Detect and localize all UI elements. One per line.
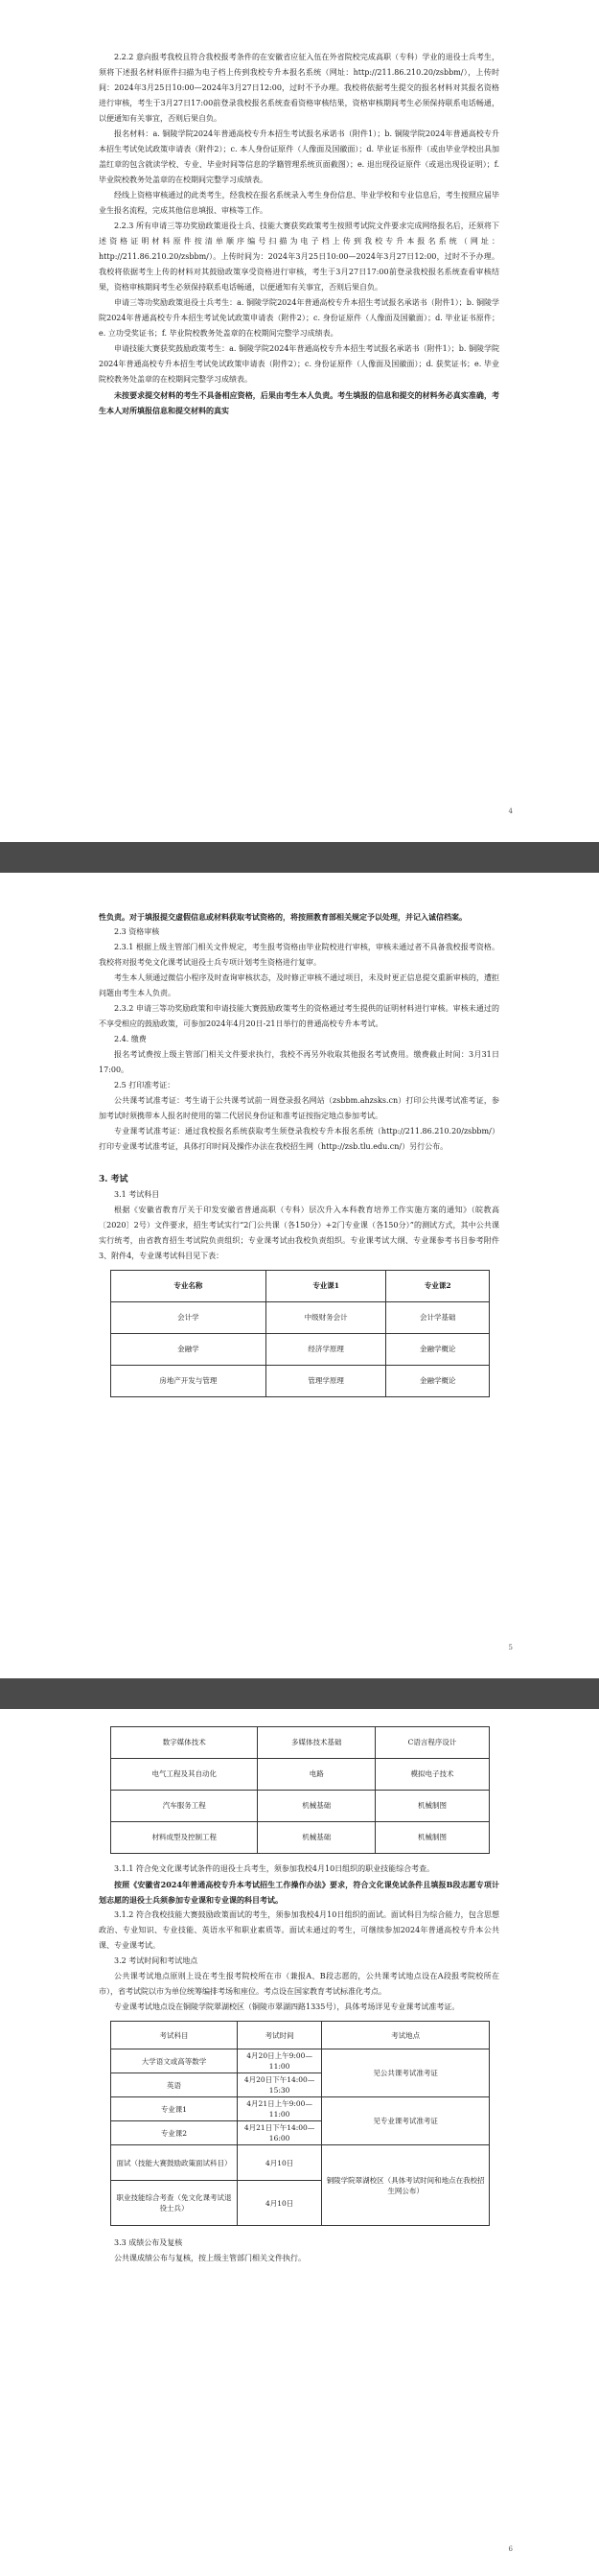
heading-2-3: 2.3 资格审核 [114,927,160,936]
para-public-location: 公共课考试地点原则上设在考生报考院校所在市（兼报A、B段志愿的，公共课考试地点设在A段报考院校所在市），省考试院以市为单位统筹编排考场和座位。考点设在国家教育考试标准化考点。 [99,1972,499,1996]
para-3-1: 根据《安徽省教育厅关于印发安徽省普通高职（专科）层次升入本科教育培养工作实施方案的通知》（皖教高〔2020〕2号）文件要求，招生考试实行“2门公共课（各150分）+2门专业课（各150分）”的测试方式，其中公共课实行统考，由省教育招生考试院负责组织；专业课考试由我校负责组织。专业课考试大纲、专业课参考书目参考附件3、附件4，专业课考试科目见下表： [99,1206,499,1260]
heading-2-4: 2.4. 缴费 [114,1035,147,1043]
page-4 [0,0,599,842]
para-check: 考生本人须通过微信小程序及时查询审核状态，及时修正审核不通过项目，未及时更正信息提交重新审核的，遭拒问题由考生本人负责。 [99,973,499,997]
page-4-body [99,50,499,418]
page-number: 4 [508,808,513,815]
para-skills: 申请技能大赛获奖鼓励政策考生：a. 铜陵学院2024年普通高校专升本招生考试报名承诺书（附件1）；b. 铜陵学院2024年普通高校专升本招生考试免试政策申请表（附件2）；c. 身份证原件（人像面及国徽面）；d. 获奖证书；e. 毕业院校教务处盖章的在校期间完整学习成绩表。 [99,344,499,384]
table-cell: 4月21日下午14:00—16:00 [237,2121,321,2145]
table-cell: 金融学概论 [386,1366,490,1397]
col-header: 专业课1 [265,1271,386,1302]
para-2-3-2: 2.3.2 申请三等功奖励政策和申请技能大赛鼓励政策考生的资格通过考生提供的证明材料进行审核。审核未通过的不享受相应的鼓励政策，可参加2024年4月20日-21日举行的普通高校专升本考试。 [99,1004,499,1028]
table-header-row [111,2022,490,2049]
section-3-title: 3. 考试 [99,1175,128,1184]
table-cell: 4月10日 [237,2181,321,2226]
page-5-body [99,909,499,1403]
table-cell: 专业课1 [111,2097,238,2121]
heading-3-3: 3.3 成绩公布及复核 [114,2238,183,2247]
table-cell: 会计学 [111,1302,266,1334]
table-cell: 汽车服务工程 [111,1791,258,1822]
table-cell: 中级财务会计 [265,1302,386,1334]
para-2-3-1: 2.3.1 根据上级主管部门相关文件规定，考生报考资格由毕业院校进行审核，审核未通过者不具备我校报考资格。我校将对报考免文化课考试退役士兵专项计划考生资格进行复审。 [99,943,499,967]
table-cell: 机械制图 [376,1791,490,1822]
table-row [111,1366,490,1397]
exam-schedule-table [110,2021,490,2226]
page-number: 6 [508,2545,513,2553]
page-6-body [99,1726,499,2266]
table-row [111,2049,490,2073]
table-cell: 经济学原理 [265,1334,386,1366]
table-cell: 见公共课考试准考证 [322,2049,490,2097]
table-cell: 职业技能综合考查（免文化课考试退役士兵） [111,2181,238,2226]
para-2-2-2: 2.2.2 意向报考我校且符合我校报考条件的在安徽省应征入伍在外省院校完成高职（专科）学业的退役士兵考生，须将下述报名材料原件扫描为电子档上传到我校专升本报名系统（网址：http://211.86.210.20/zsbbm/），上传时间：2024年3月25日10:00—2024年3月27日12:00，过时不予办理。我校将依据考生提交的报名材料对其报名资格进行审核，考生于3月27日17:00前登录我校报名系统查看资格审核结果，资格审核期间考生必须保持联系电话畅通，以便通知有关事宜，否则后果自负。 [99,53,499,123]
col-header: 专业课2 [386,1271,490,1302]
col-header: 专业名称 [111,1271,266,1302]
para-major-ticket: 专业课考试准考证：通过我校报名系统获取考生须登录我校专升本报名系统（http://211.86.210.20/zsbbm/）打印专业课考试准考证，具体打印时间及操作办法在我校招生网（http://zsb.tlu.edu.cn/）另行公布。 [99,1127,499,1151]
table-cell: 4月20日上午9:00—11:00 [237,2049,321,2073]
col-header: 考试科目 [111,2022,238,2049]
table-cell: 英语 [111,2073,238,2097]
page-6 [0,1709,599,2576]
table-row [111,1727,490,1759]
para-3-1-2: 3.1.2 符合我校技能大赛鼓励政策面试的考生，须参加我校4月10日组织的面试。面试科目为综合能力，包含思想政治、专业知识、专业技能、英语水平和职业素质等。面试未通过的考生，可继续参加2024年普通高校专升本公共课、专业课考试。 [99,1910,499,1950]
table-cell: 材料成型及控制工程 [111,1822,258,1854]
table-cell: 电气工程及其自动化 [111,1759,258,1791]
table-row [111,1822,490,1854]
para-public-ticket: 公共课考试准考证：考生请于公共课考试前一周登录报名网站（zsbbm.ahzsks.cn）打印公共课考试准考证，参加考试时须携带本人报名时使用的第二代居民身份证和准考证按指定地点参加考试。 [99,1096,499,1120]
para-warning: 未按要求提交材料的考生不具备相应资格，后果由考生本人负责。考生填报的信息和提交的材料务必真实准确，考生本人对所填报信息和提交材料的真实 [99,390,499,415]
table-cell: 专业课2 [111,2121,238,2145]
table-cell: 大学语文或高等数学 [111,2049,238,2073]
col-header: 考试时间 [237,2022,321,2049]
page-gap [0,1678,599,1709]
para-notice: 按照《安徽省2024年普通高校专升本考试招生工作操作办法》要求，符合文化课免试条件且填报B段志愿专项计划志愿的退役士兵须参加专业课和专业课的科目考试。 [99,1880,499,1905]
table-cell: 铜陵学院翠湖校区（具体考试时间和地点在我校招生网公布） [322,2145,490,2226]
col-header: 考试地点 [322,2022,490,2049]
para-materials: 报名材料：a. 铜陵学院2024年普通高校专升本招生考试报名承诺书（附件1）；b. 铜陵学院2024年普通高校专升本招生考试免试政策申请表（附件2）；c. 本人身份证原件（人像面及国徽面）；d. 毕业证书原件（或由毕业学校出具加盖红章的包含就读学校、专业、毕业时间等信息的学籍管理系统页面截图）；e. 退出现役证原件（或退出现役证明）；f. 毕业院校教务处盖章的在校期间完整学习成绩表。 [99,129,499,184]
table-cell: 机械制图 [376,1822,490,1854]
table-cell: 房地产开发与管理 [111,1366,266,1397]
table-cell: 见专业课考试准考证 [322,2097,490,2145]
table-cell: 会计学基础 [386,1302,490,1334]
table-cell: 管理学原理 [265,1366,386,1397]
table-cell: 4月10日 [237,2145,321,2181]
para-3-1-1: 3.1.1 符合免文化课考试条件的退役士兵考生，须参加我校4月10日组织的职业技能综合考查。 [114,1864,435,1873]
table-row [111,2145,490,2181]
subjects-table [110,1270,490,1397]
table-cell: 电路 [258,1759,376,1791]
table-cell: 机械基础 [258,1791,376,1822]
subjects-table-continued [110,1726,490,1854]
table-cell: 4月21日上午9:00—11:00 [237,2097,321,2121]
para-fee: 报名考试费按上级主管部门相关文件要求执行，我校不再另外收取其他报名考试费用。缴费截止时间：3月31日17:00。 [99,1050,499,1074]
para-score: 公共课成绩公布与复核，按上级主管部门相关文件执行。 [114,2254,306,2262]
table-cell: 面试（技能大赛鼓励政策面试科目） [111,2145,238,2181]
para-2-2-3: 2.2.3 所有申请三等功奖励政策退役士兵、技能大赛获奖政策考生按照考试院文件要求完成网络报名后，还须将下述资格证明材料原件按清单顺序编号扫描为电子档上传到我校专升本报名系统（网址：http://211.86.210.20/zsbbm/）。上传时间为：2024年3月25日10:00—2024年3月27日12:00，过时不予办理。我校将依据考生上传的材料对其鼓励政策享受资格进行审核，考生于3月27日17:00前登录我校报名系统查看审核结果，资格审核期间考生必须保持联系电话畅通，以便通知有关事宜，否则后果自负。 [99,222,499,292]
table-header-row [111,1271,490,1302]
table-row [111,2097,490,2121]
heading-2-5: 2.5 打印准考证： [114,1081,175,1089]
heading-3-1: 3.1 考试科目 [114,1190,160,1199]
table-cell: 机械基础 [258,1822,376,1854]
table-row [111,1791,490,1822]
table-cell: 金融学 [111,1334,266,1366]
table-cell: 模拟电子技术 [376,1759,490,1791]
page-gap [0,842,599,873]
para-continue: 性负责。对于填报提交虚假信息或材料获取考试资格的，将按照教育部相关规定予以处理，并记入诚信档案。 [99,912,467,922]
page-number: 5 [508,1644,513,1651]
para-major-location: 专业课考试地点设在铜陵学院翠湖校区（铜陵市翠湖四路1335号），具体考场详见专业课考试准考证。 [114,2002,460,2011]
page-5 [0,873,599,1678]
table-cell: 金融学概论 [386,1334,490,1366]
table-cell: C语言程序设计 [376,1727,490,1759]
para-review: 经线上资格审核通过的此类考生，经我校在报名系统录入考生身份信息、毕业学校和专业信息后，考生按照应届毕业生报名流程，完成其他信息填报、审核等工作。 [99,191,499,215]
table-cell: 4月20日下午14:00—15:30 [237,2073,321,2097]
table-row [111,1759,490,1791]
para-merit: 申请三等功奖励政策退役士兵考生：a. 铜陵学院2024年普通高校专升本招生考试报名承诺书（附件1）；b. 铜陵学院2024年普通高校专升本招生考试免试政策申请表（附件2）；c. 身份证原件（人像面及国徽面）；d. 毕业证书原件；e. 立功受奖证书；f. 毕业院校教务处盖章的在校期间完整学习成绩表。 [99,298,499,338]
table-cell: 多媒体技术基础 [258,1727,376,1759]
table-row [111,1334,490,1366]
table-cell: 数字媒体技术 [111,1727,258,1759]
heading-3-2: 3.2 考试时间和考试地点 [114,1956,198,1965]
table-row [111,1302,490,1334]
